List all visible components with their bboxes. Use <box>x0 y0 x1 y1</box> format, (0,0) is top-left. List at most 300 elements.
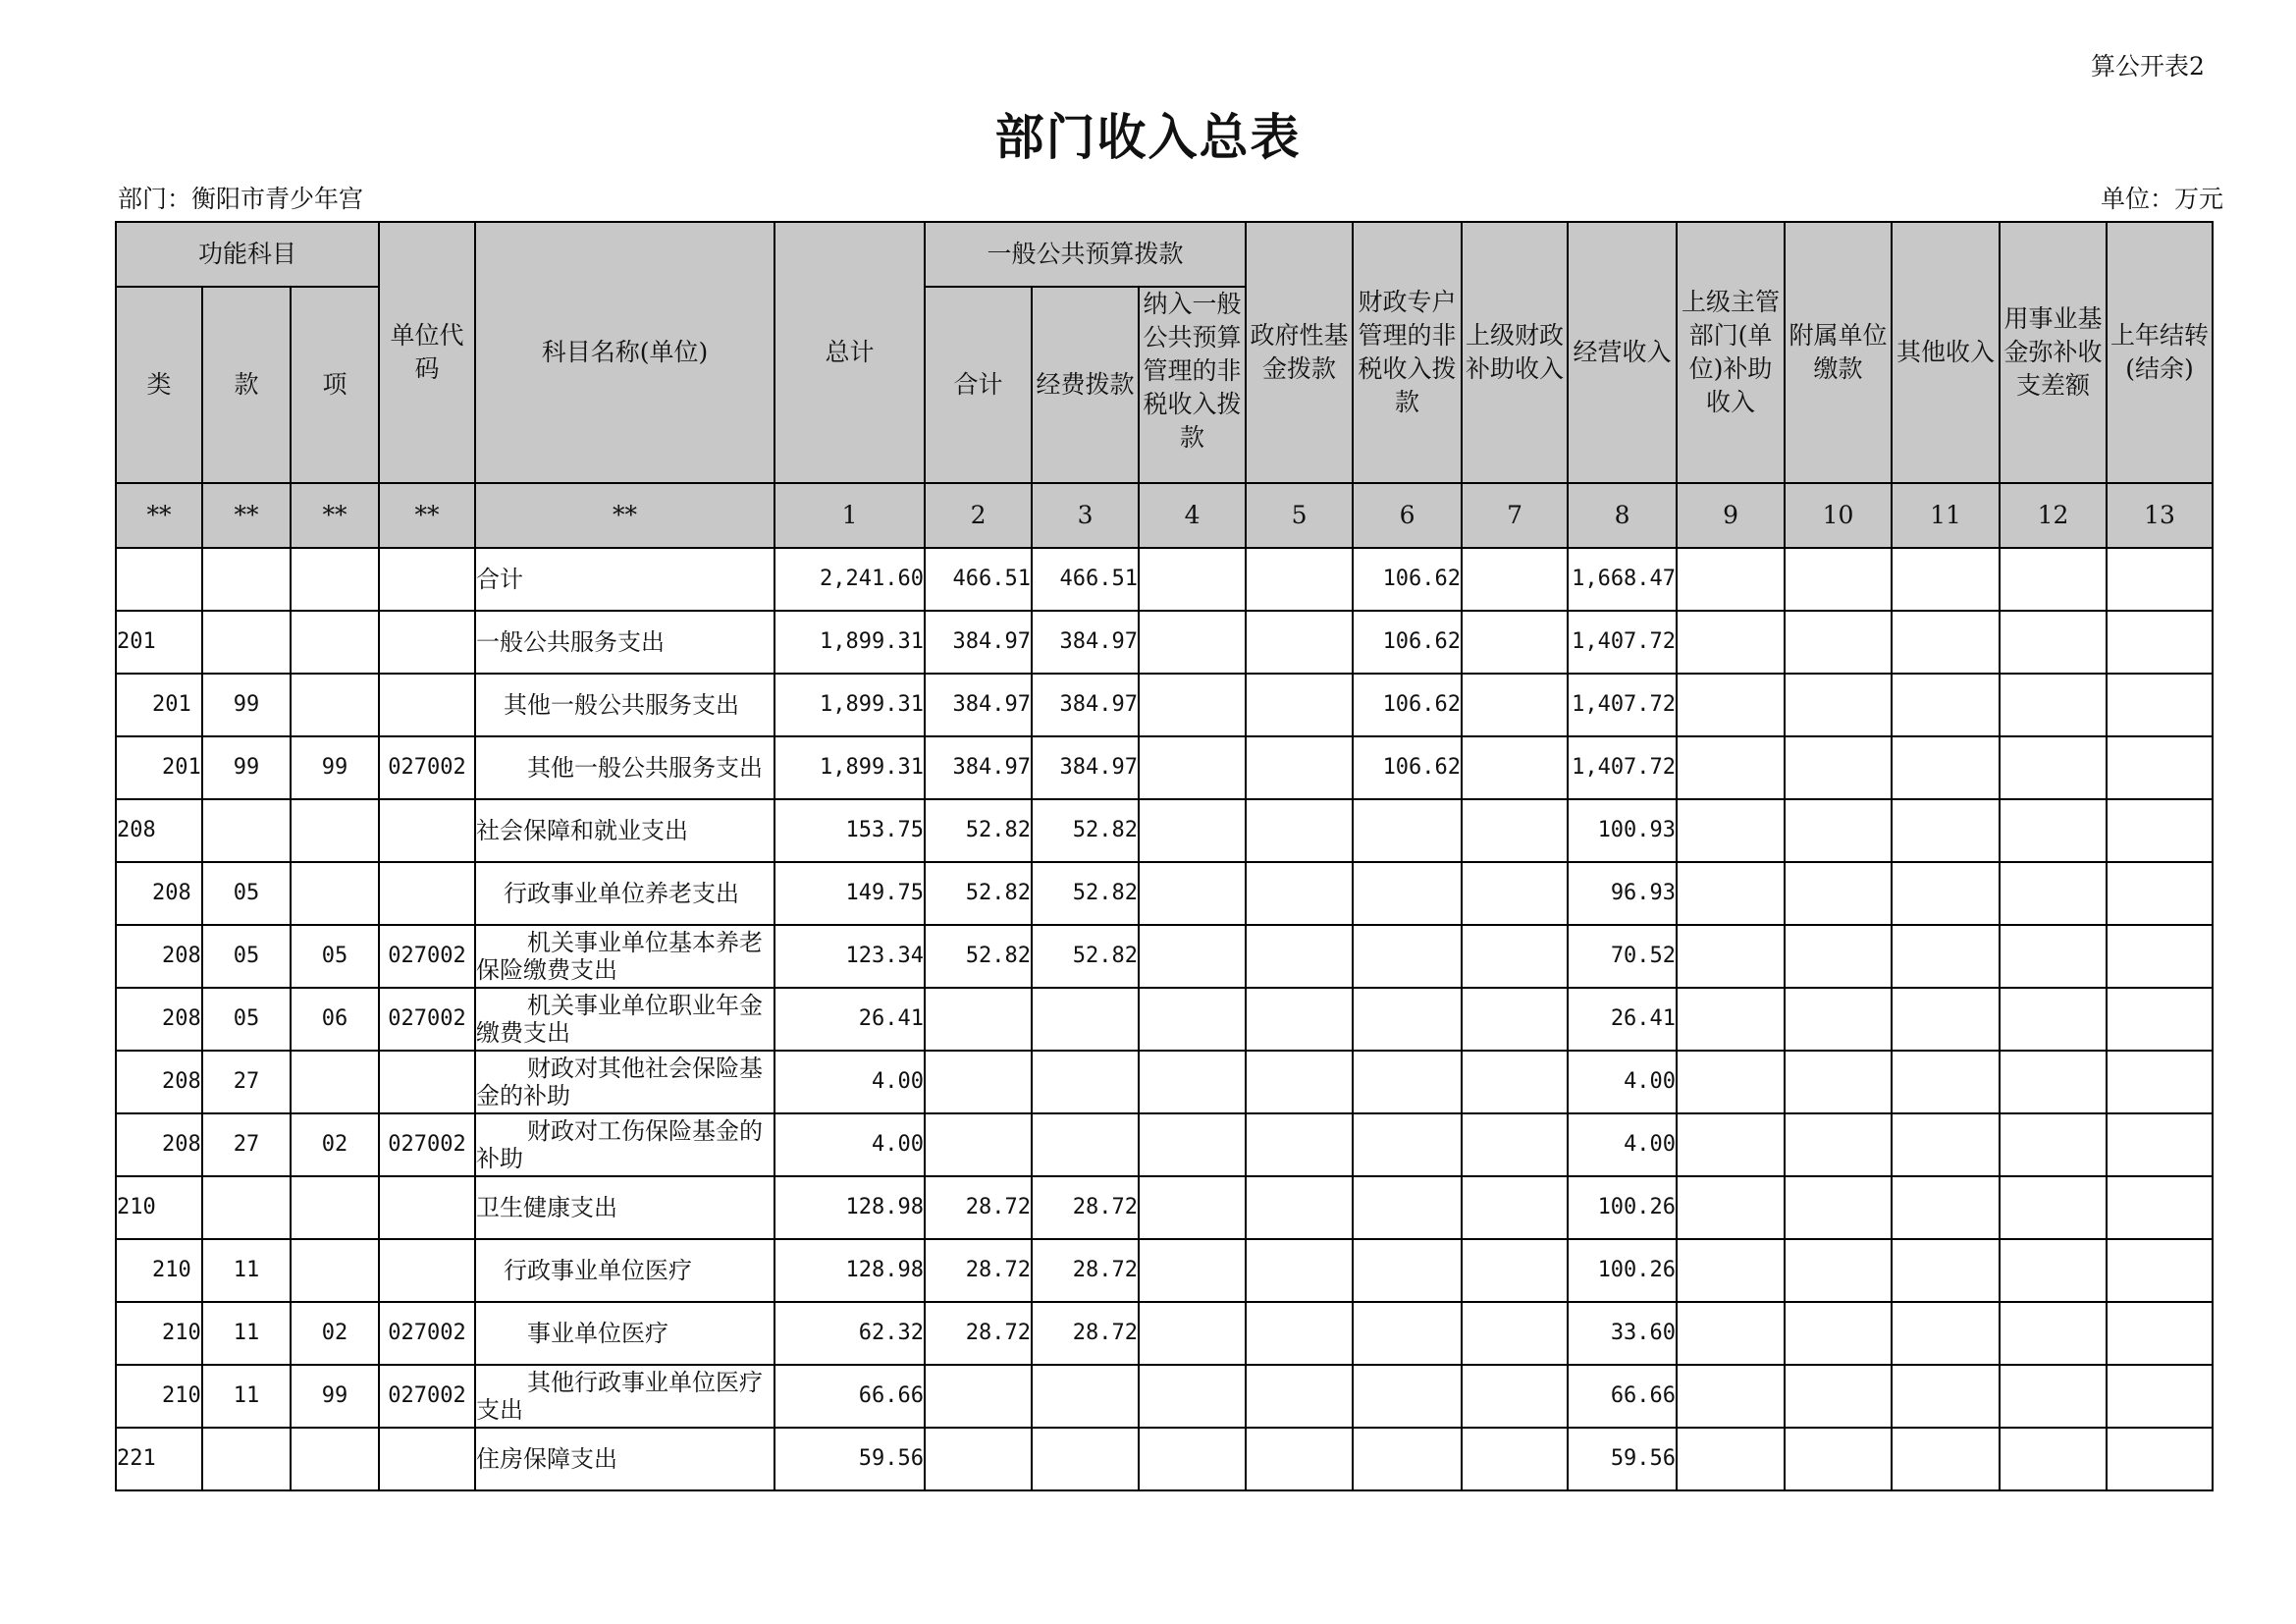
cell-fund-offset <box>2000 1428 2107 1490</box>
column-code-cell: 8 <box>1568 483 1677 548</box>
table-row <box>116 988 2213 1051</box>
table-row <box>116 1051 2213 1113</box>
cell-affiliated <box>1785 1176 1892 1239</box>
cell-total: 128.98 <box>774 1239 925 1302</box>
cell-superior-fiscal <box>1462 1176 1568 1239</box>
cell-xiang <box>291 1239 379 1302</box>
cell-gov-fund <box>1246 1113 1353 1176</box>
cell-other <box>1892 548 2000 611</box>
cell-superior-dept <box>1677 1365 1785 1428</box>
cell-affiliated <box>1785 548 1892 611</box>
cell-operating: 4.00 <box>1568 1051 1677 1113</box>
cell-non-tax <box>1139 1428 1246 1490</box>
cell-operating: 1,668.47 <box>1568 548 1677 611</box>
cell-kuan: 11 <box>202 1239 291 1302</box>
cell-superior-fiscal <box>1462 736 1568 799</box>
cell-kuan <box>202 799 291 862</box>
cell-subtotal <box>925 1113 1032 1176</box>
cell-funding: 28.72 <box>1032 1302 1139 1365</box>
cell-funding: 52.82 <box>1032 799 1139 862</box>
cell-superior-fiscal <box>1462 1113 1568 1176</box>
cell-unit-code <box>379 674 475 736</box>
cell-non-tax <box>1139 1113 1246 1176</box>
cell-subject-name: 合计 <box>475 548 774 611</box>
cell-fund-offset <box>2000 674 2107 736</box>
cell-kuan: 05 <box>202 988 291 1051</box>
cell-fiscal-special <box>1353 925 1462 988</box>
cell-carryover <box>2107 1239 2213 1302</box>
cell-carryover <box>2107 925 2213 988</box>
cell-lei: 208 <box>116 1051 202 1113</box>
cell-superior-fiscal <box>1462 862 1568 925</box>
cell-fiscal-special: 106.62 <box>1353 736 1462 799</box>
cell-affiliated <box>1785 1239 1892 1302</box>
cell-unit-code <box>379 1051 475 1113</box>
header-carryover: 上年结转(结余) <box>2107 222 2213 483</box>
cell-operating: 100.93 <box>1568 799 1677 862</box>
cell-superior-dept <box>1677 925 1785 988</box>
cell-xiang: 99 <box>291 1365 379 1428</box>
cell-lei: 208 <box>116 799 202 862</box>
cell-gov-fund <box>1246 736 1353 799</box>
cell-xiang <box>291 674 379 736</box>
cell-superior-dept <box>1677 1113 1785 1176</box>
column-code-cell: 4 <box>1139 483 1246 548</box>
column-code-cell: 1 <box>774 483 925 548</box>
cell-gov-fund <box>1246 611 1353 674</box>
cell-kuan: 11 <box>202 1365 291 1428</box>
cell-carryover <box>2107 548 2213 611</box>
cell-superior-dept <box>1677 799 1785 862</box>
column-code-cell: 11 <box>1892 483 2000 548</box>
cell-other <box>1892 1365 2000 1428</box>
cell-carryover <box>2107 1051 2213 1113</box>
cell-superior-fiscal <box>1462 611 1568 674</box>
cell-superior-dept <box>1677 611 1785 674</box>
table-row <box>116 1428 2213 1490</box>
column-code-cell: ** <box>379 483 475 548</box>
cell-funding <box>1032 1365 1139 1428</box>
cell-superior-dept <box>1677 1176 1785 1239</box>
cell-gov-fund <box>1246 1176 1353 1239</box>
cell-total: 2,241.60 <box>774 548 925 611</box>
cell-subject-name: 其他行政事业单位医疗支出 <box>475 1365 774 1428</box>
table-row <box>116 799 2213 862</box>
cell-fiscal-special <box>1353 1051 1462 1113</box>
table-row <box>116 736 2213 799</box>
cell-fund-offset <box>2000 1239 2107 1302</box>
cell-other <box>1892 1176 2000 1239</box>
cell-affiliated <box>1785 736 1892 799</box>
cell-non-tax <box>1139 674 1246 736</box>
table-row <box>116 925 2213 988</box>
cell-fund-offset <box>2000 736 2107 799</box>
cell-fiscal-special: 106.62 <box>1353 674 1462 736</box>
cell-affiliated <box>1785 1365 1892 1428</box>
form-id: 算公开表2 <box>2091 52 2205 81</box>
cell-kuan: 27 <box>202 1051 291 1113</box>
cell-lei: 221 <box>116 1428 202 1490</box>
cell-gov-fund <box>1246 1365 1353 1428</box>
cell-unit-code <box>379 548 475 611</box>
table-row <box>116 1302 2213 1365</box>
cell-superior-dept <box>1677 862 1785 925</box>
cell-funding: 52.82 <box>1032 862 1139 925</box>
cell-subject-name: 事业单位医疗 <box>475 1302 774 1365</box>
cell-fund-offset <box>2000 1302 2107 1365</box>
header-non-tax-included: 纳入一般公共预算管理的非税收入拨款 <box>1139 287 1246 483</box>
cell-gov-fund <box>1246 1051 1353 1113</box>
cell-xiang <box>291 1051 379 1113</box>
cell-operating: 1,407.72 <box>1568 611 1677 674</box>
cell-total: 4.00 <box>774 1051 925 1113</box>
cell-total: 1,899.31 <box>774 736 925 799</box>
cell-affiliated <box>1785 1302 1892 1365</box>
cell-xiang: 99 <box>291 736 379 799</box>
cell-carryover <box>2107 1302 2213 1365</box>
cell-subtotal: 52.82 <box>925 862 1032 925</box>
header-superior-fiscal-subsidy: 上级财政补助收入 <box>1462 222 1568 483</box>
header-subject-name: 科目名称(单位) <box>475 222 774 483</box>
cell-operating: 26.41 <box>1568 988 1677 1051</box>
cell-operating: 100.26 <box>1568 1239 1677 1302</box>
cell-xiang: 05 <box>291 925 379 988</box>
cell-kuan: 99 <box>202 674 291 736</box>
cell-fund-offset <box>2000 862 2107 925</box>
cell-non-tax <box>1139 925 1246 988</box>
cell-fund-offset <box>2000 925 2107 988</box>
cell-superior-fiscal <box>1462 1239 1568 1302</box>
cell-funding: 466.51 <box>1032 548 1139 611</box>
table-row <box>116 548 2213 611</box>
cell-fiscal-special <box>1353 1428 1462 1490</box>
cell-non-tax <box>1139 548 1246 611</box>
cell-affiliated <box>1785 1113 1892 1176</box>
header-funding-allocation: 经费拨款 <box>1032 287 1139 483</box>
cell-fund-offset <box>2000 1051 2107 1113</box>
column-code-cell: 9 <box>1677 483 1785 548</box>
cell-total: 26.41 <box>774 988 925 1051</box>
header-superior-dept-subsidy: 上级主管部门(单位)补助收入 <box>1677 222 1785 483</box>
column-code-cell: 3 <box>1032 483 1139 548</box>
cell-fiscal-special <box>1353 1113 1462 1176</box>
cell-fiscal-special <box>1353 862 1462 925</box>
cell-subject-name: 行政事业单位医疗 <box>475 1239 774 1302</box>
header-total: 总计 <box>774 222 925 483</box>
cell-unit-code: 027002 <box>379 736 475 799</box>
cell-superior-fiscal <box>1462 1365 1568 1428</box>
cell-xiang <box>291 1428 379 1490</box>
cell-operating: 96.93 <box>1568 862 1677 925</box>
cell-funding: 384.97 <box>1032 736 1139 799</box>
column-code-cell: 2 <box>925 483 1032 548</box>
cell-superior-dept <box>1677 988 1785 1051</box>
cell-subtotal <box>925 988 1032 1051</box>
cell-other <box>1892 862 2000 925</box>
cell-funding <box>1032 1428 1139 1490</box>
cell-xiang: 02 <box>291 1113 379 1176</box>
cell-other <box>1892 674 2000 736</box>
cell-unit-code: 027002 <box>379 1302 475 1365</box>
cell-superior-dept <box>1677 548 1785 611</box>
cell-affiliated <box>1785 1051 1892 1113</box>
cell-total: 1,899.31 <box>774 674 925 736</box>
cell-non-tax <box>1139 611 1246 674</box>
table-body <box>116 548 2213 1490</box>
cell-affiliated <box>1785 674 1892 736</box>
cell-subtotal: 28.72 <box>925 1302 1032 1365</box>
cell-superior-fiscal <box>1462 799 1568 862</box>
cell-fiscal-special: 106.62 <box>1353 611 1462 674</box>
cell-affiliated <box>1785 799 1892 862</box>
cell-funding: 52.82 <box>1032 925 1139 988</box>
header-kuan: 款 <box>202 287 291 483</box>
cell-xiang: 06 <box>291 988 379 1051</box>
cell-lei: 201 <box>116 674 202 736</box>
cell-lei: 201 <box>116 611 202 674</box>
cell-subtotal <box>925 1051 1032 1113</box>
cell-unit-code: 027002 <box>379 1365 475 1428</box>
cell-affiliated <box>1785 925 1892 988</box>
unit-label: 单位：万元 <box>2101 185 2224 213</box>
cell-gov-fund <box>1246 1428 1353 1490</box>
cell-lei: 208 <box>116 862 202 925</box>
cell-other <box>1892 736 2000 799</box>
cell-xiang <box>291 611 379 674</box>
cell-other <box>1892 1051 2000 1113</box>
cell-gov-fund <box>1246 799 1353 862</box>
cell-affiliated <box>1785 862 1892 925</box>
column-code-cell: 6 <box>1353 483 1462 548</box>
cell-funding <box>1032 988 1139 1051</box>
cell-lei: 210 <box>116 1302 202 1365</box>
cell-fund-offset <box>2000 988 2107 1051</box>
cell-total: 62.32 <box>774 1302 925 1365</box>
cell-superior-dept <box>1677 1302 1785 1365</box>
cell-non-tax <box>1139 1302 1246 1365</box>
cell-superior-dept <box>1677 736 1785 799</box>
cell-xiang <box>291 548 379 611</box>
cell-operating: 59.56 <box>1568 1428 1677 1490</box>
cell-subject-name: 卫生健康支出 <box>475 1176 774 1239</box>
cell-lei: 210 <box>116 1365 202 1428</box>
cell-operating: 66.66 <box>1568 1365 1677 1428</box>
table-row <box>116 1176 2213 1239</box>
header-general-budget: 一般公共预算拨款 <box>925 222 1246 287</box>
page-title: 部门收入总表 <box>994 108 1302 166</box>
cell-carryover <box>2107 1365 2213 1428</box>
cell-non-tax <box>1139 1051 1246 1113</box>
cell-funding: 28.72 <box>1032 1176 1139 1239</box>
cell-non-tax <box>1139 988 1246 1051</box>
column-code-cell: ** <box>116 483 202 548</box>
cell-gov-fund <box>1246 674 1353 736</box>
header-other-income: 其他收入 <box>1892 222 2000 483</box>
cell-superior-dept <box>1677 1428 1785 1490</box>
cell-total: 4.00 <box>774 1113 925 1176</box>
header-xiang: 项 <box>291 287 379 483</box>
header-operating-income: 经营收入 <box>1568 222 1677 483</box>
cell-gov-fund <box>1246 988 1353 1051</box>
cell-xiang <box>291 799 379 862</box>
cell-fund-offset <box>2000 611 2107 674</box>
cell-total: 123.34 <box>774 925 925 988</box>
cell-subtotal: 52.82 <box>925 799 1032 862</box>
cell-subject-name: 其他一般公共服务支出 <box>475 674 774 736</box>
cell-operating: 4.00 <box>1568 1113 1677 1176</box>
cell-total: 149.75 <box>774 862 925 925</box>
cell-gov-fund <box>1246 1239 1353 1302</box>
cell-other <box>1892 925 2000 988</box>
cell-subject-name: 社会保障和就业支出 <box>475 799 774 862</box>
column-code-cell: ** <box>202 483 291 548</box>
cell-carryover <box>2107 1113 2213 1176</box>
cell-operating: 70.52 <box>1568 925 1677 988</box>
column-code-cell: 7 <box>1462 483 1568 548</box>
cell-unit-code: 027002 <box>379 925 475 988</box>
header-fund-offset: 用事业基金弥补收支差额 <box>2000 222 2107 483</box>
cell-kuan <box>202 1428 291 1490</box>
cell-kuan: 11 <box>202 1302 291 1365</box>
table-row <box>116 1113 2213 1176</box>
cell-carryover <box>2107 1176 2213 1239</box>
cell-unit-code: 027002 <box>379 1113 475 1176</box>
cell-funding <box>1032 1113 1139 1176</box>
cell-other <box>1892 1302 2000 1365</box>
header-gov-fund: 政府性基金拨款 <box>1246 222 1353 483</box>
cell-other <box>1892 1239 2000 1302</box>
cell-xiang <box>291 1176 379 1239</box>
cell-other <box>1892 1428 2000 1490</box>
cell-fiscal-special: 106.62 <box>1353 548 1462 611</box>
cell-lei: 210 <box>116 1239 202 1302</box>
cell-carryover <box>2107 674 2213 736</box>
cell-total: 1,899.31 <box>774 611 925 674</box>
cell-lei: 210 <box>116 1176 202 1239</box>
cell-gov-fund <box>1246 1302 1353 1365</box>
header-subtotal: 合计 <box>925 287 1032 483</box>
cell-unit-code <box>379 1176 475 1239</box>
table-row <box>116 611 2213 674</box>
cell-carryover <box>2107 1428 2213 1490</box>
cell-fund-offset <box>2000 548 2107 611</box>
cell-lei <box>116 548 202 611</box>
cell-subject-name: 其他一般公共服务支出 <box>475 736 774 799</box>
cell-total: 128.98 <box>774 1176 925 1239</box>
column-code-cell: 12 <box>2000 483 2107 548</box>
cell-lei: 208 <box>116 1113 202 1176</box>
cell-unit-code <box>379 862 475 925</box>
cell-carryover <box>2107 736 2213 799</box>
header-affiliated-payment: 附属单位缴款 <box>1785 222 1892 483</box>
cell-subject-name: 住房保障支出 <box>475 1428 774 1490</box>
cell-fund-offset <box>2000 1176 2107 1239</box>
column-code-cell: ** <box>475 483 774 548</box>
cell-superior-fiscal <box>1462 1051 1568 1113</box>
cell-fiscal-special <box>1353 799 1462 862</box>
column-code-row <box>116 483 2213 548</box>
header-fiscal-special: 财政专户管理的非税收入拨款 <box>1353 222 1462 483</box>
cell-subject-name: 机关事业单位职业年金缴费支出 <box>475 988 774 1051</box>
cell-superior-fiscal <box>1462 1302 1568 1365</box>
cell-lei: 201 <box>116 736 202 799</box>
cell-subject-name: 财政对工伤保险基金的补助 <box>475 1113 774 1176</box>
cell-non-tax <box>1139 736 1246 799</box>
cell-fiscal-special <box>1353 1302 1462 1365</box>
income-summary-table <box>115 221 2214 1491</box>
cell-gov-fund <box>1246 862 1353 925</box>
cell-carryover <box>2107 799 2213 862</box>
cell-superior-fiscal <box>1462 548 1568 611</box>
header-functional-subject: 功能科目 <box>116 222 379 287</box>
cell-carryover <box>2107 988 2213 1051</box>
cell-operating: 1,407.72 <box>1568 674 1677 736</box>
cell-subtotal: 466.51 <box>925 548 1032 611</box>
column-code-cell: 5 <box>1246 483 1353 548</box>
cell-non-tax <box>1139 1176 1246 1239</box>
cell-superior-fiscal <box>1462 988 1568 1051</box>
cell-subject-name: 一般公共服务支出 <box>475 611 774 674</box>
cell-superior-dept <box>1677 1239 1785 1302</box>
cell-subject-name: 机关事业单位基本养老保险缴费支出 <box>475 925 774 988</box>
cell-total: 153.75 <box>774 799 925 862</box>
cell-subtotal: 384.97 <box>925 674 1032 736</box>
department-label: 部门：衡阳市青少年宫 <box>118 185 364 213</box>
cell-operating: 100.26 <box>1568 1176 1677 1239</box>
cell-superior-dept <box>1677 1051 1785 1113</box>
cell-fund-offset <box>2000 1365 2107 1428</box>
cell-subtotal: 384.97 <box>925 611 1032 674</box>
cell-fiscal-special <box>1353 1239 1462 1302</box>
cell-fiscal-special <box>1353 1176 1462 1239</box>
table-row <box>116 1365 2213 1428</box>
cell-fiscal-special <box>1353 988 1462 1051</box>
cell-kuan: 99 <box>202 736 291 799</box>
cell-other <box>1892 799 2000 862</box>
cell-subject-name: 财政对其他社会保险基金的补助 <box>475 1051 774 1113</box>
cell-kuan: 05 <box>202 925 291 988</box>
cell-other <box>1892 988 2000 1051</box>
cell-total: 59.56 <box>774 1428 925 1490</box>
column-code-cell: 10 <box>1785 483 1892 548</box>
cell-superior-dept <box>1677 674 1785 736</box>
cell-subtotal: 28.72 <box>925 1176 1032 1239</box>
cell-unit-code <box>379 1428 475 1490</box>
cell-fiscal-special <box>1353 1365 1462 1428</box>
header-lei: 类 <box>116 287 202 483</box>
cell-non-tax <box>1139 1239 1246 1302</box>
cell-affiliated <box>1785 1428 1892 1490</box>
column-code-cell: ** <box>291 483 379 548</box>
cell-gov-fund <box>1246 925 1353 988</box>
cell-xiang <box>291 862 379 925</box>
cell-unit-code: 027002 <box>379 988 475 1051</box>
cell-lei: 208 <box>116 925 202 988</box>
cell-unit-code <box>379 611 475 674</box>
cell-non-tax <box>1139 799 1246 862</box>
cell-kuan <box>202 1176 291 1239</box>
table-row <box>116 1239 2213 1302</box>
header-unit-code: 单位代码 <box>379 222 475 483</box>
cell-carryover <box>2107 862 2213 925</box>
cell-funding: 384.97 <box>1032 611 1139 674</box>
cell-unit-code <box>379 799 475 862</box>
cell-non-tax <box>1139 862 1246 925</box>
cell-subtotal <box>925 1365 1032 1428</box>
cell-kuan <box>202 611 291 674</box>
cell-total: 66.66 <box>774 1365 925 1428</box>
cell-funding: 384.97 <box>1032 674 1139 736</box>
